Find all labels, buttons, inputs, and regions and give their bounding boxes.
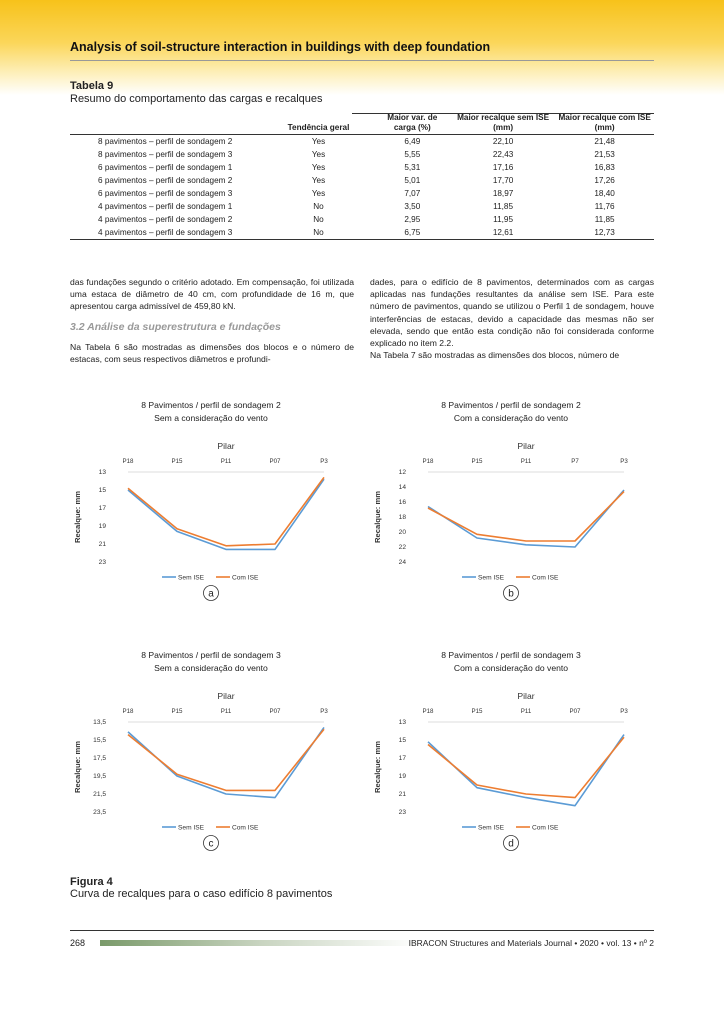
- x-tick-label: P18: [122, 708, 134, 715]
- legend-entry: Com ISE: [232, 824, 259, 832]
- y-tick-label: 16: [398, 499, 406, 506]
- x-tick-label: P15: [171, 708, 183, 715]
- table-cell: 11,95: [493, 215, 514, 224]
- y-tick-label: 13: [98, 469, 106, 476]
- x-tick-label: P07: [569, 708, 581, 715]
- header-divider: [70, 60, 654, 61]
- figure-caption: Curva de recalques para o caso edifício 8 pavimentos: [70, 888, 333, 900]
- table-cell: 2,95: [404, 215, 421, 224]
- table-cell: Yes: [311, 163, 326, 172]
- row-label: 8 pavimentos – perfil de sondagem 3: [98, 150, 233, 159]
- series-line-sem-ise: [128, 727, 324, 797]
- chart-b-svg: [366, 392, 656, 602]
- y-tick-label: 17: [398, 755, 406, 762]
- x-axis-label: Pilar: [517, 441, 535, 451]
- running-title: Analysis of soil-structure interaction in buildings with deep foundation: [70, 40, 491, 54]
- series-line-sem-ise: [428, 490, 624, 547]
- series-line-sem-ise: [428, 735, 624, 806]
- y-tick-label: 15,5: [93, 737, 106, 744]
- section-heading: 3.2 Análise da superestrutura e fundações: [70, 320, 281, 333]
- x-tick-label: P18: [122, 458, 134, 465]
- table-row: [70, 213, 654, 226]
- x-tick-label: P3: [320, 708, 328, 715]
- table-cell: 22,43: [492, 150, 514, 159]
- chart-a: [66, 392, 356, 602]
- x-tick-label: P15: [471, 708, 483, 715]
- paragraph: Na Tabela 7 são mostradas as dimensões dos blocos, número de: [370, 350, 620, 361]
- figure-label: Figura 4: [70, 876, 113, 888]
- y-tick-label: 15: [98, 487, 106, 494]
- table-cell: 17,26: [594, 176, 615, 185]
- legend-entry: Com ISE: [532, 824, 559, 832]
- series-line-com-ise: [128, 729, 324, 790]
- x-tick-label: P15: [471, 458, 483, 465]
- table-cell: 7,07: [404, 189, 421, 198]
- table-cell: 17,70: [492, 176, 514, 185]
- paragraph: das fundações segundo o critério adotado. Em compensação, foi utilizada uma estaca de diâmetro de 40 cm, com profundidade de 16 m, que apresentou carga admissível de 459,80 kN.: [70, 277, 354, 312]
- journal-info: IBRACON Structures and Materials Journal • 2020 • vol. 13 • nº 2: [408, 938, 654, 948]
- table-header: Maior var. de carga (%): [374, 113, 451, 135]
- x-tick-label: P3: [320, 458, 328, 465]
- panel-letter: b: [508, 588, 514, 600]
- y-tick-label: 13: [398, 719, 406, 726]
- table-row: [70, 135, 654, 149]
- table-cell: 6,75: [374, 226, 451, 240]
- y-tick-label: 20: [398, 529, 406, 536]
- row-label: 8 pavimentos – perfil de sondagem 2: [98, 137, 233, 146]
- series-line-com-ise: [428, 492, 624, 542]
- legend-entry: Sem ISE: [478, 824, 505, 832]
- y-tick-label: 12: [398, 469, 406, 476]
- y-axis-label: Recalque: mm: [373, 491, 382, 543]
- table-header: Tendência geral: [263, 113, 373, 135]
- x-tick-label: P11: [220, 708, 232, 715]
- chart-subtitle: Com a consideração do vento: [453, 663, 569, 673]
- y-tick-label: 21: [398, 791, 406, 798]
- row-label: 6 pavimentos – perfil de sondagem 3: [98, 189, 233, 198]
- x-tick-label: P7: [571, 458, 579, 465]
- y-tick-label: 19: [398, 773, 406, 780]
- paragraph: Na Tabela 6 são mostradas as dimensões dos blocos e o número de estacas, com seus respectivos diâmetros e profundi-: [70, 341, 354, 365]
- y-tick-label: 24: [398, 559, 406, 566]
- x-tick-label: P3: [620, 458, 628, 465]
- chart-b: [366, 392, 656, 602]
- chart-d-svg: [366, 642, 656, 852]
- table-cell: Yes: [311, 176, 326, 185]
- table-cell: No: [313, 215, 324, 224]
- y-tick-label: 15: [398, 737, 406, 744]
- table-cell: Yes: [311, 150, 326, 159]
- table-row: [70, 187, 654, 200]
- panel-letter: a: [208, 588, 214, 600]
- series-line-sem-ise: [128, 479, 324, 549]
- table-cell: No: [263, 226, 373, 240]
- series-line-com-ise: [128, 477, 324, 545]
- y-tick-label: 23: [398, 809, 406, 816]
- y-axis-label: Recalque: mm: [73, 741, 82, 793]
- x-tick-label: P15: [171, 458, 183, 465]
- chart-d: [366, 642, 656, 852]
- y-axis-label: Recalque: mm: [373, 741, 382, 793]
- chart-subtitle: Sem a consideração do vento: [154, 413, 268, 423]
- legend-entry: Com ISE: [232, 574, 259, 582]
- table-cell: 12,61: [451, 226, 555, 240]
- table-cell: No: [313, 202, 324, 211]
- table-label: Tabela 9: [70, 80, 114, 92]
- x-tick-label: P11: [520, 708, 532, 715]
- table-row: [70, 148, 654, 161]
- legend-entry: Com ISE: [532, 574, 559, 582]
- table-header-row: [70, 113, 654, 135]
- chart-title: 8 Pavimentos / perfil de sondagem 3: [141, 650, 281, 660]
- table-cell: 11,85: [594, 215, 615, 224]
- table-cell: 5,01: [404, 176, 421, 185]
- chart-title: 8 Pavimentos / perfil de sondagem 2: [141, 400, 281, 410]
- legend-entry: Sem ISE: [178, 824, 205, 832]
- table-caption: Resumo do comportamento das cargas e recalques: [70, 93, 323, 105]
- results-table: [70, 113, 654, 240]
- chart-c: [66, 642, 356, 852]
- table-cell: 3,50: [404, 202, 421, 211]
- table-cell: 5,55: [404, 150, 421, 159]
- row-label: 6 pavimentos – perfil de sondagem 2: [98, 176, 233, 185]
- row-label: 4 pavimentos – perfil de sondagem 1: [98, 202, 233, 211]
- y-tick-label: 19: [98, 523, 106, 530]
- y-tick-label: 14: [398, 484, 406, 491]
- table-row: [70, 226, 654, 240]
- y-axis-label: Recalque: mm: [73, 491, 82, 543]
- chart-title: 8 Pavimentos / perfil de sondagem 3: [441, 650, 581, 660]
- x-axis-label: Pilar: [517, 691, 535, 701]
- right-column: [370, 276, 654, 361]
- table-cell: 11,85: [493, 202, 514, 211]
- table-cell: 18,97: [492, 189, 514, 198]
- table-row: [70, 200, 654, 213]
- row-label: 4 pavimentos – perfil de sondagem 2: [98, 215, 233, 224]
- table-header: Maior recalque sem ISE (mm): [451, 113, 555, 135]
- table-row: [70, 174, 654, 187]
- table-cell: Yes: [311, 137, 326, 146]
- row-label: 6 pavimentos – perfil de sondagem 1: [98, 163, 233, 172]
- legend-entry: Sem ISE: [178, 574, 205, 582]
- y-tick-label: 21: [98, 541, 106, 548]
- table-cell: 11,76: [594, 202, 615, 211]
- x-axis-label: Pilar: [217, 691, 235, 701]
- y-tick-label: 17,5: [93, 755, 106, 762]
- table-cell: 21,48: [594, 137, 615, 146]
- y-tick-label: 17: [98, 505, 106, 512]
- table-cell: 21,53: [594, 150, 615, 159]
- chart-title: 8 Pavimentos / perfil de sondagem 2: [441, 400, 581, 410]
- y-tick-label: 13,5: [93, 719, 106, 726]
- table-cell: 16,83: [594, 163, 615, 172]
- y-tick-label: 23: [98, 559, 106, 566]
- x-tick-label: P18: [422, 458, 434, 465]
- series-line-com-ise: [428, 737, 624, 797]
- x-tick-label: P3: [620, 708, 628, 715]
- x-tick-label: P18: [422, 708, 434, 715]
- x-axis-label: Pilar: [217, 441, 235, 451]
- x-tick-label: P07: [269, 458, 281, 465]
- x-tick-label: P07: [269, 708, 281, 715]
- chart-c-svg: [66, 642, 356, 852]
- y-tick-label: 18: [398, 514, 406, 521]
- chart-a-svg: [66, 392, 356, 602]
- chart-subtitle: Sem a consideração do vento: [154, 663, 268, 673]
- table-header: Maior recalque com ISE (mm): [555, 113, 654, 135]
- row-label: 4 pavimentos – perfil de sondagem 3: [70, 226, 263, 240]
- y-tick-label: 21,5: [93, 791, 106, 798]
- left-column: [70, 276, 354, 365]
- panel-letter: c: [208, 838, 214, 850]
- table-cell: Yes: [311, 189, 326, 198]
- table-row: [70, 161, 654, 174]
- table-cell: 22,10: [492, 137, 514, 146]
- y-tick-label: 23,5: [93, 809, 106, 816]
- legend-entry: Sem ISE: [478, 574, 505, 582]
- table-cell: 5,31: [404, 163, 421, 172]
- table-cell: 18,40: [594, 189, 615, 198]
- page-number: 268: [70, 938, 86, 948]
- table-cell: 17,16: [492, 163, 514, 172]
- y-tick-label: 19,5: [93, 773, 106, 780]
- panel-letter: d: [508, 838, 514, 850]
- footer-decoration: [100, 940, 420, 946]
- x-tick-label: P11: [520, 458, 532, 465]
- footer-divider: [70, 930, 654, 931]
- paragraph: dades, para o edifício de 8 pavimentos, determinados com as cargas aplicadas nas fundações resultantes da análise sem ISE. Para este número de pavimentos, quando se utilizou o Perfil 1 de sondagem, houve interferências de estacas, devido a capacidade das mesmas não ser elevada, sendo que então esta condição não foi considerada conforme explicado no item 2.2.: [370, 277, 654, 349]
- table-cell: 12,73: [555, 226, 654, 240]
- chart-subtitle: Com a consideração do vento: [453, 413, 569, 423]
- table-cell: 6,49: [404, 137, 421, 146]
- y-tick-label: 22: [398, 544, 406, 551]
- x-tick-label: P11: [220, 458, 232, 465]
